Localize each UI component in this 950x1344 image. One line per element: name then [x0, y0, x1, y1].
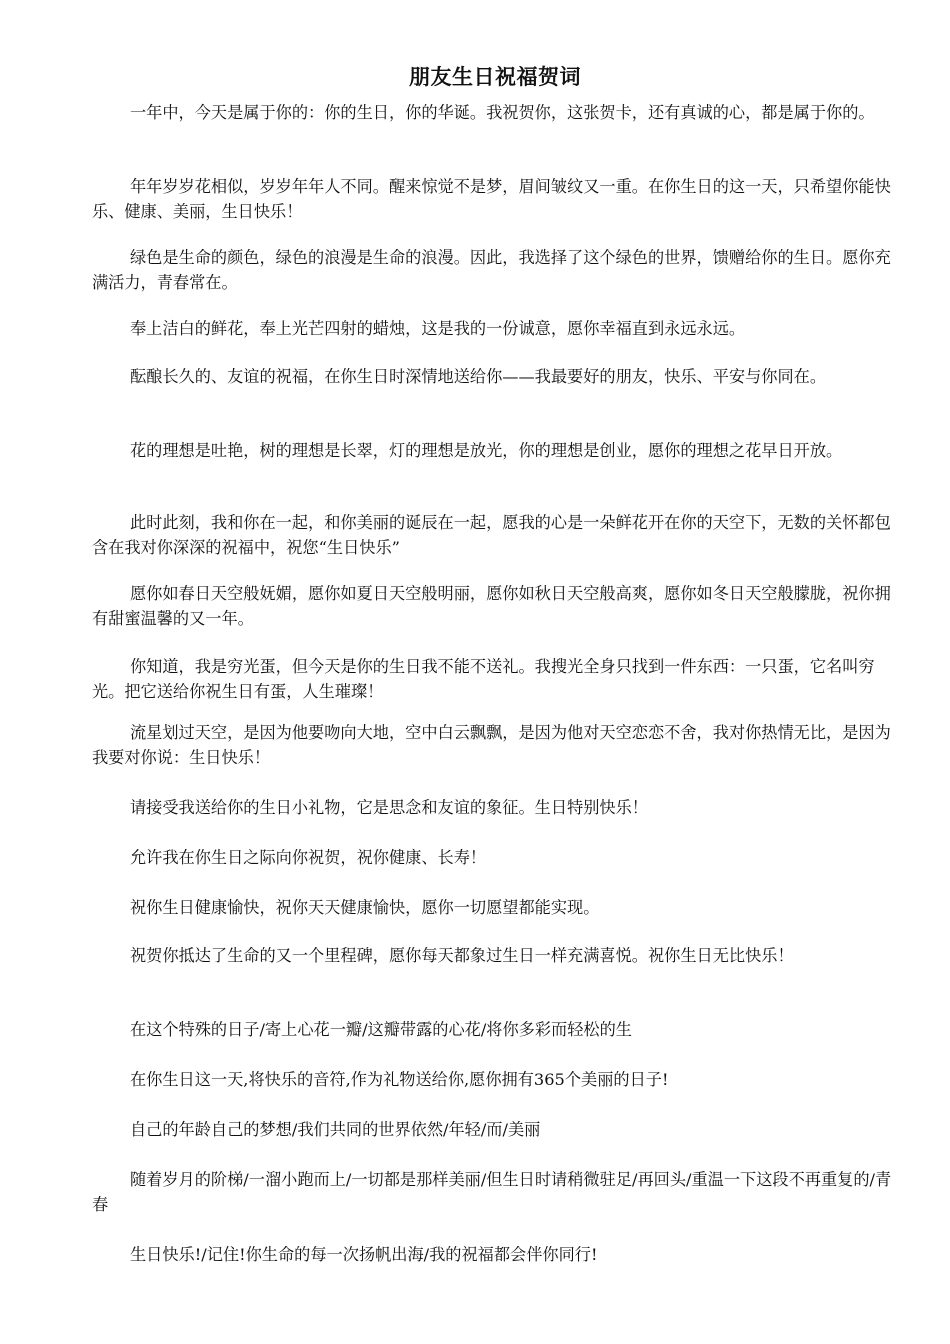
paragraph-8: 愿你如春日天空般妩媚，愿你如夏日天空般明丽，愿你如秋日天空般高爽，愿你如冬日天空般朦胧，祝你拥有甜蜜温馨的又一年。 [92, 584, 891, 628]
paragraph-9: 你知道，我是穷光蛋，但今天是你的生日我不能不送礼。我搜光全身只找到一件东西：一只蛋，它名叫穷光。把它送给你祝生日有蛋，人生璀璨！ [92, 657, 875, 701]
paragraph-18: 随着岁月的阶梯/一溜小跑而上/一切都是那样美丽/但生日时请稍微驻足/再回头/重温一下这段不再重复的/青春 [92, 1170, 892, 1214]
paragraph-2: 年年岁岁花相似，岁岁年年人不同。醒来惊觉不是梦，眉间皱纹又一重。在你生日的这一天，只希望你能快乐、健康、美丽，生日快乐！ [92, 177, 891, 221]
paragraph-10: 流星划过天空，是因为他要吻向大地，空中白云飘飘，是因为他对天空恋恋不舍，我对你热情无比，是因为我要对你说：生日快乐！ [92, 723, 891, 767]
paragraph-16: 在你生日这一天,将快乐的音符,作为礼物送给你,愿你拥有365个美丽的日子! [130, 1070, 669, 1089]
paragraph-7: 此时此刻，我和你在一起，和你美丽的诞辰在一起，愿我的心是一朵鲜花开在你的天空下，无数的关怀都包含在我对你深深的祝福中，祝您“生日快乐” [92, 513, 891, 557]
paragraph-12: 允许我在你生日之际向你祝贺，祝你健康、长寿！ [130, 848, 487, 867]
paragraph-14: 祝贺你抵达了生命的又一个里程碑，愿你每天都象过生日一样充满喜悦。祝你生日无比快乐！ [130, 946, 794, 965]
paragraph-17: 自己的年龄自己的梦想/我们共同的世界依然/年轻/而/美丽 [130, 1120, 541, 1139]
paragraph-1: 一年中，今天是属于你的：你的生日，你的华诞。我祝贺你，这张贺卡，还有真诚的心，都是属于你的。 [130, 103, 875, 122]
paragraph-19: 生日快乐!/记住!你生命的每一次扬帆出海/我的祝福都会伴你同行! [130, 1245, 598, 1264]
paragraph-6: 花的理想是吐艳，树的理想是长翠，灯的理想是放光，你的理想是创业，愿你的理想之花早日开放。 [130, 441, 843, 460]
paragraph-13: 祝你生日健康愉快，祝你天天健康愉快，愿你一切愿望都能实现。 [130, 898, 600, 917]
paragraph-15: 在这个特殊的日子/寄上心花一瓣/这瓣带露的心花/将你多彩而轻松的生 [130, 1020, 632, 1039]
paragraph-3: 绿色是生命的颜色，绿色的浪漫是生命的浪漫。因此，我选择了这个绿色的世界，馈赠给你的生日。愿你充满活力，青春常在。 [92, 248, 891, 292]
paragraph-11: 请接受我送给你的生日小礼物，它是思念和友谊的象征。生日特别快乐！ [130, 798, 648, 817]
document-title: 朋友生日祝福贺词 [409, 65, 581, 89]
paragraph-5: 酝酿长久的、友谊的祝福，在你生日时深情地送给你——我最要好的朋友，快乐、平安与你同在。 [130, 367, 827, 386]
paragraph-4: 奉上洁白的鲜花，奉上光芒四射的蜡烛，这是我的一份诚意，愿你幸福直到永远永远。 [130, 319, 746, 338]
